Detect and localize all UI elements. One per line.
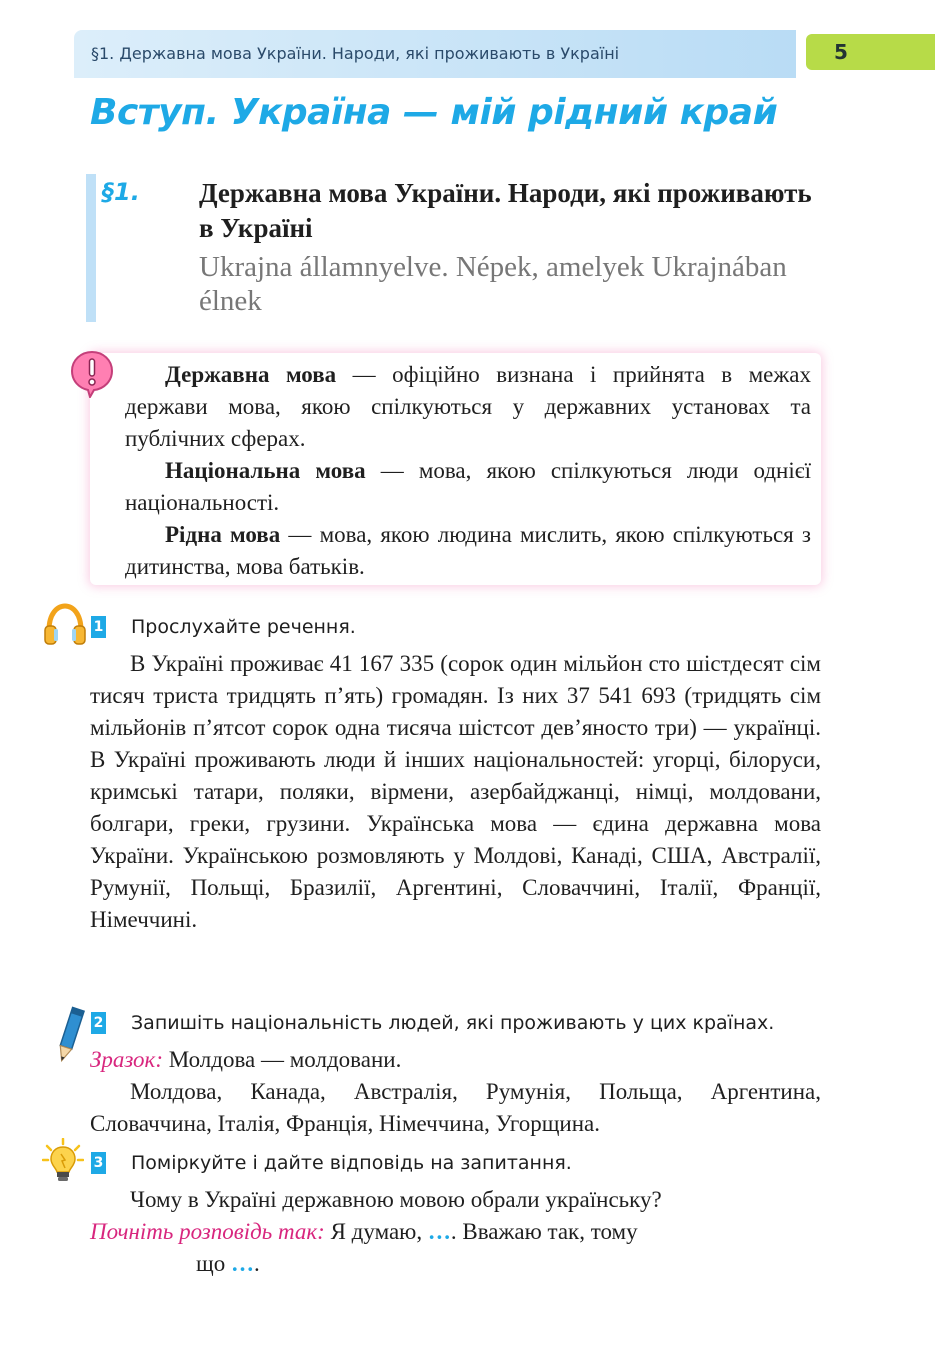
task-text-1: В Україні проживає 41 167 335 (сорок один мільйон сто шістдесят сім тисяч триста тридцять п’ять) громадян. Із них 37 541 693 (тридцять сім мільйонів п’ятсот сорок одна тисяча шістсот дев’яносто три) — українці. В Україні проживають люди й інших національностей: угорці, білоруси, кримські татари, поляки, вірмени, азербайджанці, німці, молдовани, болгари, греки, грузини. Українська мова — єдина державна мова України. Українською розмовляють у Молдові, Канаді, США, Австралії, Румунії, Польщі, Бразилії, Аргентині, Словаччині, Італії, Франції, Німеччині. xyxy=(90,651,821,932)
task-prompt-3-cont xyxy=(196,1248,796,1280)
headphones-icon xyxy=(42,602,88,646)
definition-item xyxy=(125,359,811,455)
section-title: Державна мова України. Народи, які проживають в Україні xyxy=(199,178,812,243)
running-header-title: §1. Державна мова України. Народи, які проживають в Україні xyxy=(91,44,620,63)
chapter-title: Вступ. Україна — мій рідний край xyxy=(90,92,778,133)
sample-label: Зразок: xyxy=(90,1047,163,1072)
answer-blank: … xyxy=(427,1219,451,1244)
answer-blank: … xyxy=(230,1251,254,1276)
running-header xyxy=(74,30,796,78)
lightbulb-icon xyxy=(42,1138,84,1184)
definition-item xyxy=(125,519,811,583)
prompt-part1: Я думаю, xyxy=(324,1219,428,1244)
exclamation-icon xyxy=(70,350,114,398)
definition-text: — офіційно визнана і прийнята в межах держави мова, якою спілкуються у державних установах та публічних сферах. xyxy=(125,362,811,451)
task-prompt-3 xyxy=(90,1216,821,1248)
task-number-1: 1 xyxy=(91,616,106,638)
task-number-3: 3 xyxy=(91,1152,106,1174)
pencil-icon xyxy=(54,1004,86,1066)
prompt-part2: . Вважаю так, тому xyxy=(450,1219,638,1244)
definition-item xyxy=(125,455,811,519)
prompt-label: Почніть розповідь так: xyxy=(90,1219,325,1244)
definition-term: Державна мова xyxy=(165,362,337,387)
definitions-box xyxy=(90,353,821,585)
task-instruction-1: Прослухайте речення. xyxy=(131,616,356,638)
prompt-end: . xyxy=(253,1251,260,1276)
section-number: §1. xyxy=(102,178,140,206)
definition-text: — мова, якою людина мислить, якою спілкуються з дитинства, мова батьків. xyxy=(125,522,811,579)
task-instruction-3: Поміркуйте і дайте відповідь на запитання. xyxy=(131,1152,572,1174)
definition-term: Національна мова xyxy=(165,458,366,483)
section-accent-bar xyxy=(86,174,96,322)
sample-text: Молдова — молдовани. xyxy=(162,1047,402,1072)
prompt-part3: що xyxy=(196,1251,231,1276)
task-question-3: Чому в Україні державною мовою обрали українську? xyxy=(130,1187,662,1212)
definition-text: — мова, якою спілкуються люди однієї національності. xyxy=(125,458,811,515)
definition-term: Рідна мова xyxy=(165,522,281,547)
task-instruction-2: Запишіть національність людей, які проживають у цих країнах. xyxy=(131,1012,775,1034)
task-text-2: Молдова, Канада, Австралія, Румунія, Польща, Аргентина, Словаччина, Італія, Франція, Німеччина, Угорщина. xyxy=(90,1079,821,1136)
section-subtitle: Ukrajna államnyelve. Népek, amelyek Ukrajnában élnek xyxy=(199,251,787,317)
page-number: 5 xyxy=(806,34,935,70)
task-number-2: 2 xyxy=(91,1012,106,1034)
task-sample-2 xyxy=(90,1044,821,1076)
